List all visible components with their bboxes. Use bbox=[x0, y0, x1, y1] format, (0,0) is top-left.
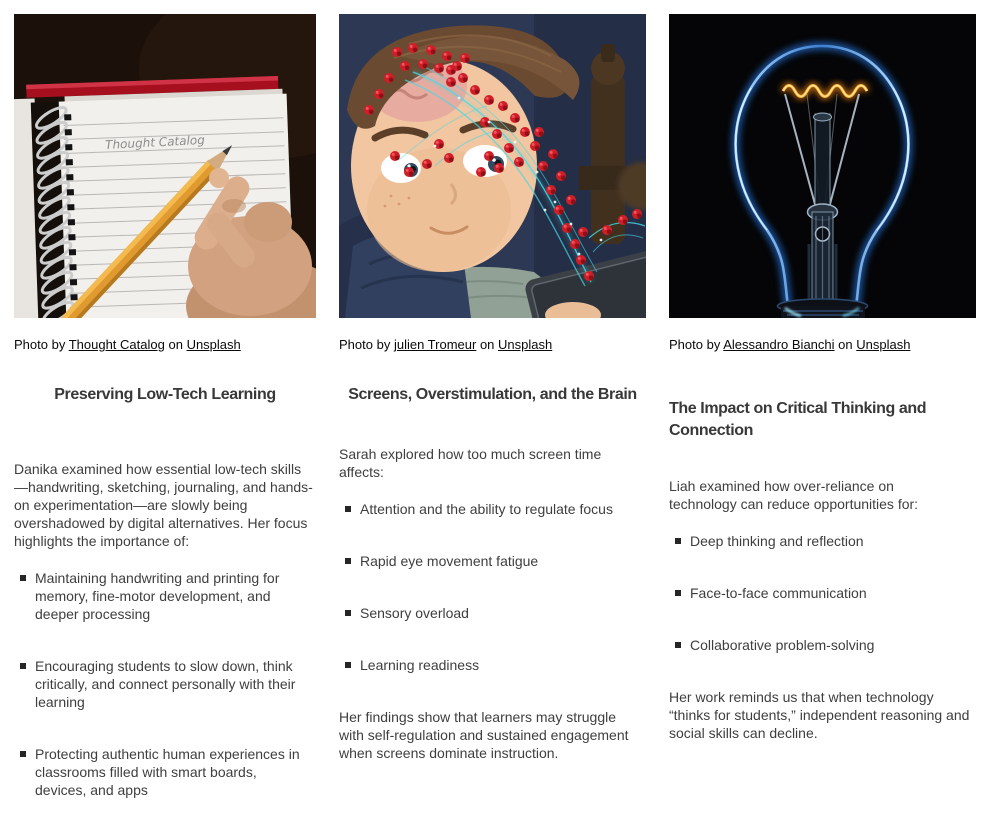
bullet-text: Face-to-face communication bbox=[690, 585, 867, 601]
section-outro: Her findings show that learners may struggle with self-regulation and sustained engagement when screens dominate instruction. bbox=[339, 709, 629, 761]
photo-credit bbox=[669, 336, 976, 353]
section-intro: Liah examined how over-reliance on technology can reduce opportunities for: bbox=[669, 478, 919, 512]
bullet-item bbox=[339, 656, 646, 674]
bullet-text: Learning readiness bbox=[360, 657, 480, 673]
bullet-square-icon bbox=[345, 558, 351, 564]
bullet-square-icon bbox=[20, 663, 26, 669]
photo-credit bbox=[14, 336, 316, 353]
bullet-text: Sensory overload bbox=[360, 605, 469, 621]
column-screens-overstimulation bbox=[339, 14, 646, 833]
screen-overstimulation-photo bbox=[339, 14, 646, 318]
bullet-item bbox=[339, 604, 646, 622]
bullet-square-icon bbox=[675, 642, 681, 648]
handwritten-note-text: Thought Catalog bbox=[104, 132, 206, 153]
bullet-square-icon bbox=[20, 751, 26, 757]
section-heading: Screens, Overstimulation, and the Brain bbox=[348, 386, 637, 403]
credit-prefix: Photo by bbox=[14, 337, 66, 352]
bullet-text: Rapid eye movement fatigue bbox=[360, 553, 539, 569]
bullet-square-icon bbox=[675, 590, 681, 596]
bullet-item bbox=[339, 552, 646, 570]
bullet-text: Encouraging students to slow down, think critically, and connect personally with their learning bbox=[35, 658, 296, 710]
bullet-square-icon bbox=[345, 662, 351, 668]
credit-connector: on bbox=[168, 337, 183, 352]
unsplash-link[interactable]: Unsplash bbox=[856, 337, 911, 352]
bullet-square-icon bbox=[20, 575, 26, 581]
credit-prefix: Photo by bbox=[669, 337, 721, 352]
bullet-item bbox=[339, 500, 646, 518]
bullet-square-icon bbox=[345, 610, 351, 616]
bullet-square-icon bbox=[345, 506, 351, 512]
bullet-item bbox=[14, 569, 316, 623]
bullet-square-icon bbox=[675, 538, 681, 544]
bullet-list bbox=[339, 500, 646, 674]
bullet-list bbox=[669, 532, 976, 654]
bullet-item bbox=[14, 745, 316, 799]
bullet-item bbox=[669, 532, 976, 550]
bullet-item bbox=[14, 657, 316, 711]
bullet-item bbox=[669, 584, 976, 602]
handwriting-photo bbox=[14, 14, 316, 318]
photo-credit bbox=[339, 336, 646, 353]
bullet-text: Maintaining handwriting and printing for memory, fine-motor development, and deeper processing bbox=[35, 570, 280, 622]
bullet-item bbox=[669, 636, 976, 654]
section-heading: The Impact on Critical Thinking and Connection bbox=[669, 400, 927, 439]
photo-author-link[interactable]: julien Tromeur bbox=[393, 337, 477, 352]
section-outro: Her work reminds us that when technology “thinks for students,” independent reasoning and social skills can decline. bbox=[669, 689, 970, 741]
lightbulb-photo bbox=[669, 14, 976, 318]
column-critical-thinking bbox=[669, 14, 976, 833]
credit-connector: on bbox=[479, 337, 495, 352]
bullet-text: Protecting authentic human experiences in classrooms filled with smart boards, devices, and apps bbox=[35, 746, 300, 798]
section-intro: Danika examined how essential low-tech skills —handwriting, sketching, journaling, and hands-on experimentation—are slowly being overshadowed by digital alternatives. Her focus highlights the importance of: bbox=[14, 461, 313, 549]
credit-connector: on bbox=[838, 337, 853, 352]
credit-prefix: Photo by bbox=[339, 337, 391, 352]
unsplash-link[interactable]: Unsplash bbox=[498, 337, 553, 352]
bullet-text: Deep thinking and reflection bbox=[690, 533, 864, 549]
bullet-list bbox=[14, 569, 316, 799]
photo-author-link[interactable]: Alessandro Bianchi bbox=[723, 337, 835, 352]
photo-author-link[interactable]: Thought Catalog bbox=[68, 337, 165, 352]
section-intro: Sarah explored how too much screen time affects: bbox=[339, 446, 602, 480]
bullet-text: Attention and the ability to regulate focus bbox=[360, 501, 613, 517]
screw-base bbox=[778, 299, 868, 318]
unsplash-link[interactable]: Unsplash bbox=[186, 337, 241, 352]
section-heading: Preserving Low-Tech Learning bbox=[54, 386, 276, 403]
column-preserving-low-tech bbox=[14, 14, 316, 833]
bullet-text: Collaborative problem-solving bbox=[690, 637, 875, 653]
